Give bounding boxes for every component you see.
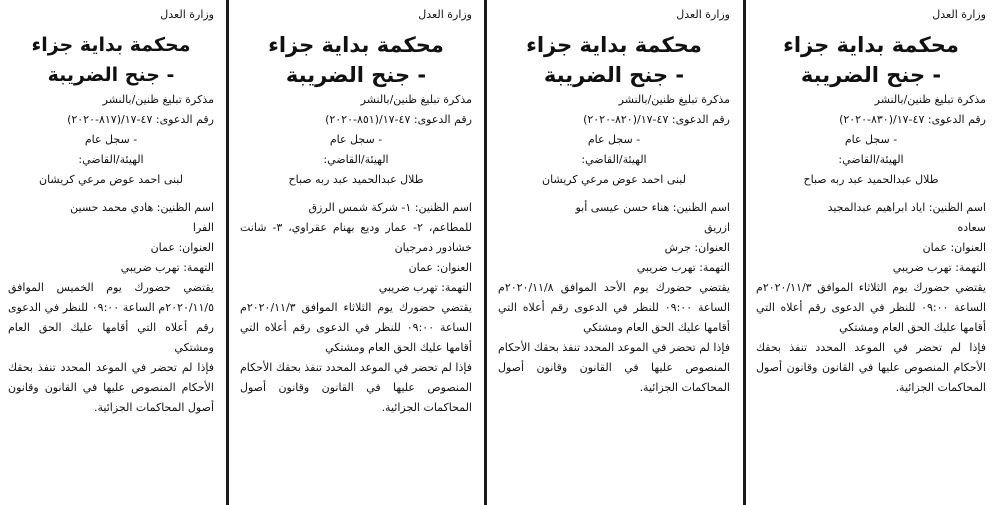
court-name: محكمة بداية جزاء xyxy=(268,33,444,57)
charge: التهمة: تهرب ضريبي xyxy=(636,261,730,274)
warning-text: فإذا لم تحضر في الموعد المحدد تنفذ بحقك الأحكام المنصوص عليها في القانون وقانون أصول المحاكمات الجزائية. xyxy=(240,361,472,414)
defendant-name-cont: للمطاعم، ٢- عمار وديع بهنام عقراوي، ٣- شانت خشادور دمرجيان xyxy=(240,221,472,254)
court-division: - جنح الضريبة xyxy=(543,63,685,87)
register-type: - سجل عام xyxy=(844,133,898,146)
defendant-address: العنوان: عمان xyxy=(922,241,986,254)
panel-label: الهيئة/القاضي: xyxy=(581,153,647,166)
ministry-label: وزارة العدل xyxy=(932,8,986,21)
charge: التهمة: تهرب ضريبي xyxy=(892,261,986,274)
judge-name: طلال عبدالحميد عبد ربه صباح xyxy=(803,173,939,186)
court-name: محكمة بداية جزاء xyxy=(526,33,702,57)
court-division: - جنح الضريبة xyxy=(47,64,175,86)
case-label: رقم الدعوى: xyxy=(155,113,214,126)
column-divider xyxy=(743,0,746,505)
defendant-name: اسم الظنين: ١- شركة شمس الرزق xyxy=(308,201,472,214)
court-division: - جنح الضريبة xyxy=(800,63,942,87)
court-division: - جنح الضريبة xyxy=(285,63,427,87)
column-divider xyxy=(226,0,229,505)
charge: التهمة: تهرب ضريبي xyxy=(120,261,214,274)
panel-label: الهيئة/القاضي: xyxy=(838,153,904,166)
register-type: - سجل عام xyxy=(84,133,138,146)
notice-column-2 xyxy=(490,0,740,505)
case-label: رقم الدعوى: xyxy=(671,113,730,126)
judge-name: لبنى احمد عوض مرعي كريشان xyxy=(542,173,686,186)
summons-text: يقتضي حضورك يوم الثلاثاء الموافق ٢٠٢٠/١١/٣م الساعة ٠٩:٠٠ للنظر في الدعوى رقم أعلاه التي أقامها عليك الحق العام ومشتكي xyxy=(240,301,473,354)
panel-label: الهيئة/القاضي: xyxy=(78,153,144,166)
warning-text: فإذا لم تحضر في الموعد المحدد تنفذ بحقك الأحكام المنصوص عليها في القانون وقانون أصول المحاكمات الجزائية. xyxy=(756,341,986,394)
defendant-address: العنوان: عمان xyxy=(408,261,472,274)
memo-type: مذكرة تبليغ ظنين/بالنشر xyxy=(102,93,214,106)
column-divider xyxy=(484,0,487,505)
defendant-address: العنوان: عمان xyxy=(150,241,214,254)
ministry-label: وزارة العدل xyxy=(160,8,214,21)
notice-column-4 xyxy=(0,0,224,505)
court-name: محكمة بداية جزاء xyxy=(31,34,191,56)
summons-text: يقتضي حضورك يوم الثلاثاء الموافق ٢٠٢٠/١١/٣م الساعة ٠٩:٠٠ للنظر في الدعوى رقم أعلاه التي أقامها عليك الحق العام ومشتكي xyxy=(756,281,986,334)
case-number-value: ٤٧-١٧/(٨٢٠-٢٠٢٠) xyxy=(583,113,669,126)
case-number xyxy=(8,110,214,130)
case-number-value: ٤٧-١٧/(٨٥١-٢٠٢٠) xyxy=(325,113,411,126)
summons-text: يقتضي حضورك يوم الأحد الموافق ٢٠٢٠/١١/٨م الساعة ٠٩:٠٠ للنظر في الدعوى رقم أعلاه التي أقامها عليك الحق العام ومشتكي xyxy=(498,281,731,334)
defendant-name-cont: سعاده xyxy=(957,221,986,234)
memo-type: مذكرة تبليغ ظنين/بالنشر xyxy=(618,93,730,106)
case-label: رقم الدعوى: xyxy=(413,113,472,126)
defendant-name-cont: الفرا xyxy=(192,221,214,234)
defendant-name: اسم الظنين: هناء حسن عيسى أبو xyxy=(575,201,730,214)
defendant-name-cont: ازريق xyxy=(704,221,730,234)
memo-type: مذكرة تبليغ ظنين/بالنشر xyxy=(874,93,986,106)
warning-text: فإذا لم تحضر في الموعد المحدد تنفذ بحقك الأحكام المنصوص عليها في القانون وقانون أصول المحاكمات الجزائية. xyxy=(8,361,214,414)
case-number xyxy=(756,110,986,130)
court-name: محكمة بداية جزاء xyxy=(783,33,959,57)
charge: التهمة: تهرب ضريبي xyxy=(378,281,472,294)
register-type: - سجل عام xyxy=(587,133,641,146)
summons-text: يقتضي حضورك يوم الخميس الموافق ٢٠٢٠/١١/٥م الساعة ٠٩:٠٠ للنظر في الدعوى رقم أعلاه التي أقامها عليك الحق العام ومشتكي xyxy=(8,281,214,354)
defendant-address: العنوان: جرش xyxy=(664,241,730,254)
case-label: رقم الدعوى: xyxy=(927,113,986,126)
panel-label: الهيئة/القاضي: xyxy=(323,153,389,166)
defendant-name: اسم الظنين: اياد ابراهيم عبدالمجيد xyxy=(827,201,986,214)
memo-type: مذكرة تبليغ ظنين/بالنشر xyxy=(360,93,472,106)
judge-name: طلال عبدالحميد عبد ربه صباح xyxy=(288,173,424,186)
defendant-name: اسم الظنين: هادي محمد حسين xyxy=(70,201,214,214)
case-number-value: ٤٧-١٧/(٨١٧-٢٠٢٠) xyxy=(67,113,153,126)
notice-column-3 xyxy=(232,0,482,505)
ministry-label: وزارة العدل xyxy=(418,8,472,21)
case-number xyxy=(498,110,730,130)
judge-name: لبنى احمد عوض مرعي كريشان xyxy=(39,173,183,186)
case-number xyxy=(240,110,472,130)
warning-text: فإذا لم تحضر في الموعد المحدد تنفذ بحقك الأحكام المنصوص عليها في القانون وقانون أصول المحاكمات الجزائية. xyxy=(498,341,730,394)
register-type: - سجل عام xyxy=(329,133,383,146)
notice-column-1 xyxy=(748,0,996,505)
case-number-value: ٤٧-١٧/(٨٣٠-٢٠٢٠) xyxy=(839,113,925,126)
ministry-label: وزارة العدل xyxy=(676,8,730,21)
